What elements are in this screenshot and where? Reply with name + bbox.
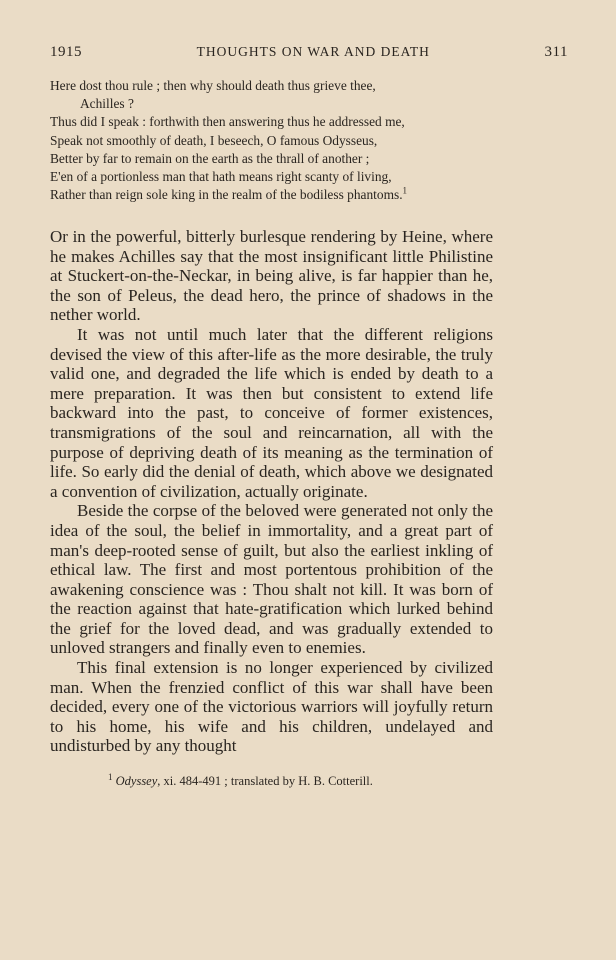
verse-line: Speak not smoothly of death, I beseech, O famous Odysseus, <box>50 132 378 148</box>
footnote-source: Odyssey <box>115 774 158 788</box>
verse-line: Thus did I speak : forthwith then answering thus he addressed me, <box>50 114 405 130</box>
verse-line: Here dost thou rule ; then why should death thus grieve thee, <box>50 78 376 93</box>
paragraph: This final extension is no longer experienced by civilized man. When the frenzied conflict of this war shall have been decided, every one of the victorious warriors will joyfully return to his home, his wife and his children, undelayed and undisturbed by any thought <box>50 658 493 756</box>
paragraph: It was not until much later that the different religions devised the view of this after-life as the more desirable, the truly valid one, and degraded the life which is ended by death to a mere preparation. It was then but consistent to extend life backward into the past, to conceive of former existences, transmigrations of the soul and reincarnation, all with the purpose of depriving death of its meaning as the termination of life. So early did the denial of death, which above we designated a convention of civilization, actually originate. <box>50 324 493 501</box>
verse-line: Better by far to remain on the earth as the thrall of another ; <box>50 150 370 166</box>
verse-line: E'en of a portionless man that hath means right scanty of living, <box>50 169 392 185</box>
running-header <box>50 44 568 61</box>
header-title: THOUGHTS ON WAR AND DEATH <box>196 44 430 59</box>
verse-quotation <box>50 77 570 204</box>
header-year: 1915 <box>50 44 82 60</box>
paragraph: Beside the corpse of the beloved were generated not only the idea of the soul, the belief in immortality, and a great part of man's deep-rooted sense of guilt, but also the earliest inkling of ethical law. The first and most portentous prohibition of the awakening conscience was : Thou shalt not kill. It was born of the reaction against that hate-gratification which lurked behind the grief for the loved dead, and was gradually extended to unloved strangers and finally even to enemies. <box>50 501 493 658</box>
body-text <box>50 227 493 756</box>
page-number: 311 <box>544 44 568 60</box>
verse-line-text: Rather than reign sole king in the realm of the bodiless phantoms. <box>50 187 403 203</box>
verse-line: Achilles ? <box>80 96 134 112</box>
paragraph: Or in the powerful, bitterly burlesque rendering by Heine, where he makes Achilles say that the most insignificant little Philistine at Stuckert-on-the-Neckar, in being alive, is far happier than he, the son of Peleus, the dead hero, the prince of shadows in the nether world. <box>50 227 493 325</box>
footnote-reference: 1 <box>402 185 408 196</box>
footnote-text: , xi. 484-491 ; translated by H. B. Cotterill. <box>157 774 373 788</box>
footnote <box>108 771 373 789</box>
footnote-marker: 1 <box>108 771 113 782</box>
verse-line-last <box>50 186 570 204</box>
